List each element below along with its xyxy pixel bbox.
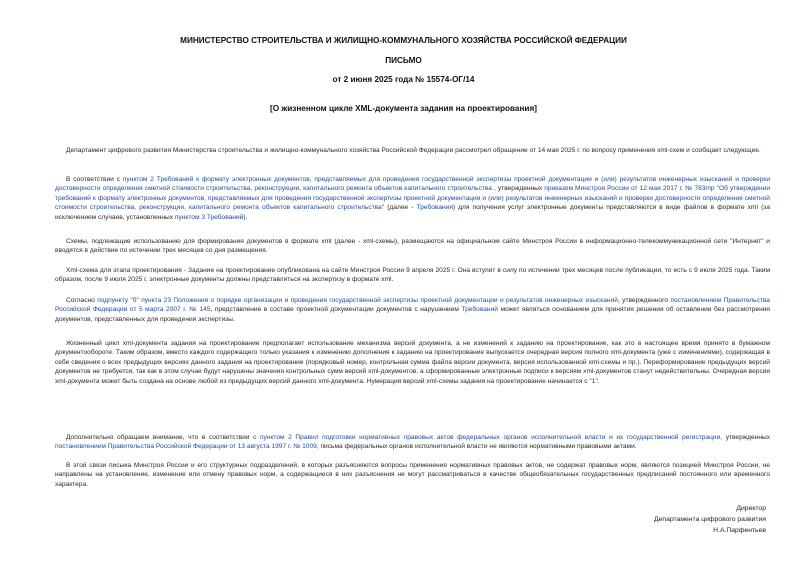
link-requirements[interactable]: Требования <box>416 204 453 212</box>
link-order-783[interactable]: приказом Минстроя России от 12 мая 2017 г. № 783/пр "Об утверждении требований к формату электронных документов, представляемых для проведения государственной экспертизы проектной документации и (или) результатов инженерных изысканий и проверки достоверности определения сметной стоимости строительства, реконструкции, капитального ремонта объектов капитального строительства" <box>55 185 770 212</box>
document-date-number: от 2 июня 2025 года № 15574-ОГ/14 <box>332 75 475 84</box>
link-requirements[interactable]: Требований <box>461 306 498 314</box>
signature-name: Н.А.Парфентьев <box>713 527 766 534</box>
paragraph-2 <box>55 175 770 222</box>
paragraph-4: Xml-схема для этапа проектирования - Задание на проектирование опубликована на сайте Минстроя России 9 апреля 2025 г. Она вступит в силу по истечении трех месяцев после публикации, то есть с 9 июля 2025 года. Таким образом, после 9 июля 2025 г. электронные документы должны представляться на экспертизу в формате xml. <box>55 267 770 284</box>
document-subject: [О жизненном цикле XML-документа задания на проектирования] <box>270 104 537 113</box>
link-requirements-clause-2[interactable]: пунктом 2 Требований к формату электронных документов, представляемых для проведения государственной экспертизы проектной документации и (или) результатов инженерных изысканий и проверки достоверности определения сметной стоимости строительства, реконструкции, капитального ремонта объектов капитального строительства <box>55 176 771 193</box>
paragraph-7 <box>55 433 770 452</box>
link-regulation-clause-23[interactable]: подпункту "б" пункта 23 Положения о порядке организации и проведения государственной экспертизы проектной документации и результатов инженерных изысканий <box>97 297 618 304</box>
document-type: ПИСЬМО <box>385 56 422 65</box>
text-span: , утвержденных <box>491 185 545 193</box>
paragraph-1: Департамент цифрового развития Министерства строительства и жилищно-коммунального хозяйства Российской Федерации рассмотрел обращение от 14 мая 2025 г. по вопросу применения xml-схем и сообщает следующее. <box>66 147 761 154</box>
paragraph-8: В этой связи письма Минстроя России и его структурных подразделений, в которых разъясняются вопросы применения нормативных правовых актов, не содержат правовых норм, являются позицией Минстроя России, не направлены на установление, изменение или отмену правовых норм, а содержащиеся в них разъяснения не могут рассматриваться в качестве общеобязательных государственных предписаний постоянного или временного характера. <box>55 462 770 488</box>
ministry-heading: МИНИСТЕРСТВО СТРОИТЕЛЬСТВА И ЖИЛИЩНО-КОММУНАЛЬНОГО ХОЗЯЙСТВА РОССИЙСКОЙ ФЕДЕРАЦИИ <box>180 36 627 45</box>
text-span: ). <box>243 213 248 221</box>
text-span: (далее - <box>384 204 417 212</box>
text-span: , утвержденных <box>720 434 771 441</box>
link-requirements-clause-3[interactable]: пунктом 3 Требований <box>174 213 244 221</box>
text-span: Дополнительно обращаем внимание, что в соответствии с <box>66 434 260 441</box>
link-resolution-1009[interactable]: постановлением Правительства Российской Федерации от 13 августа 1997 г. № 1009 <box>55 443 317 451</box>
signature-department: Департамента цифрового развития <box>654 516 766 523</box>
link-resolution-145[interactable]: постановлением Правительства Российской Федерации от 5 марта 2007 г. № 145 <box>55 297 770 314</box>
text-span: , утвержденного <box>617 297 671 304</box>
text-span: ) для получения услуг электронные документы представляются в виде файлов в формате xml (за исключением случаев, установленных <box>55 204 770 221</box>
text-span: , письма федеральных органов исполнительной власти не являются нормативными правовыми актами. <box>316 443 637 451</box>
text-span: Согласно <box>66 297 98 304</box>
link-rules-clause-2[interactable]: пунктом 2 Правил подготовки нормативных правовых актов федеральных органов исполнительной власти и их государственной регистрации <box>259 434 721 441</box>
text-span: , представление в составе проектной документации документов с нарушением <box>210 306 462 314</box>
paragraph-6: Жизненный цикл xml-документа задания на проектирование предполагает использование механизма версий документа, а не изменений к заданию на проектирование, как это в настоящее время принято в бумажном документообороте. Таким образом, вместо каждого содержащего только указания к изменению дополнения к заданию на проектирование выпускается очередная версия полного xml-документа (уже с изменениями), содержащая в себе сведения о всех предыдущих версиях данного задания на проектирование (порядковый номер, контрольная сумма файла версии документа, версия использованной xml-схемы и пр.). Переформирование предыдущих версий документов не требуется, так как в этом случае будут нарушены значения контрольных сумм версий xml-документов, а сформированные электронные подписи к версиям xml-документов станут недействительны. Очередная версия xml-документа может быть создана на основе любой из предыдущих версий данного xml-документа. Нумерация версий xml-схемы задания на проектирование начинается с "1". <box>55 340 770 385</box>
paragraph-5 <box>55 296 770 324</box>
text-span: В соответствии с <box>66 176 123 183</box>
text-span: может являться основанием для принятия решения об оставлении без рассмотрения документов, представленных для проведения экспертизы. <box>55 306 770 323</box>
signature-position: Директор <box>736 505 766 512</box>
paragraph-3: Схемы, подлежащие использованию для формирования документов в формате xml (далее - xml-схемы), размещаются на официальном сайте Минстроя России в информационно-телекоммуникационной сети "Интернет" и вводятся в действие по истечении трех месяцев со дня размещения. <box>55 238 770 255</box>
